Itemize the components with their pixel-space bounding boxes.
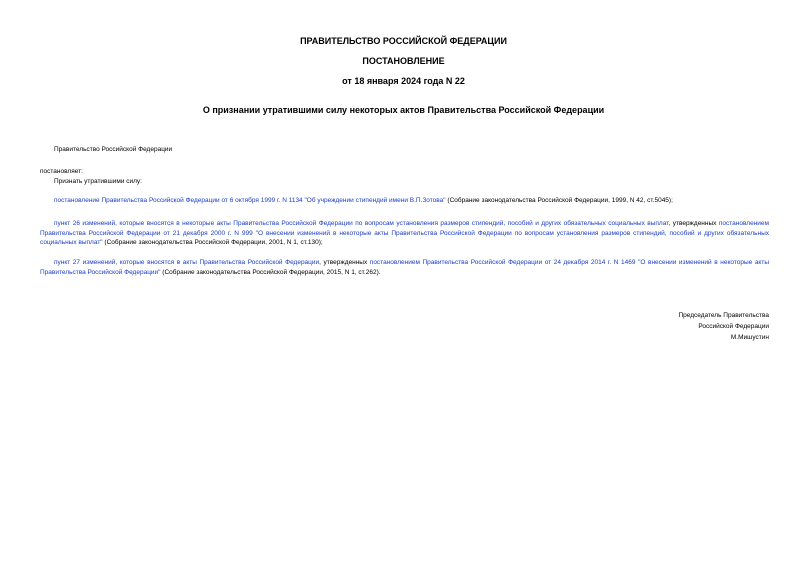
legal-act-link[interactable]: пункт 27 изменений, которые вносятся в акты Правительства Российской Федерации — [54, 259, 320, 266]
signature-block — [678, 310, 769, 343]
legal-act-link[interactable]: пункт 26 изменений, которые вносятся в некоторые акты Правительства Российской Федерации по вопросам установления размеров стипендий, пособий и других обязательных социальных выплат — [54, 220, 669, 227]
source-citation: (Собрание законодательства Российской Федерации, 2015, N 1, ст.262). — [160, 268, 381, 276]
signatory-organization: Российской Федерации — [698, 323, 769, 330]
government-paragraph: Правительство Российской Федерации — [54, 146, 173, 153]
legal-act-link[interactable]: постановление Правительства Российской Федерации от 6 октября 1999 г. N 1134 "Об учреждении стипендий имени В.П.Зотова" — [54, 197, 446, 204]
connector-text: , утвержденных — [668, 220, 719, 227]
recognize-paragraph: Признать утратившими силу: — [54, 178, 142, 185]
resolves-paragraph: постановляет: — [40, 168, 83, 175]
source-citation: (Собрание законодательства Российской Федерации, 1999, N 42, ст.5045); — [445, 197, 673, 204]
list-item — [40, 196, 769, 206]
legal-act-link[interactable]: постановлением Правительства Российской Федерации от 24 декабря 2014 г. N 1469 "О внесении изменений в некоторые акты Правительства Российской Федерации" — [40, 259, 769, 276]
source-citation: (Собрание законодательства Российской Федерации, 2001, N 1, ст.130); — [102, 239, 323, 247]
list-item — [40, 219, 769, 248]
connector-text: , утвержденных — [319, 259, 370, 266]
list-item — [40, 258, 769, 277]
document-type-heading: ПОСТАНОВЛЕНИЕ — [362, 56, 445, 66]
organization-heading: ПРАВИТЕЛЬСТВО РОССИЙСКОЙ ФЕДЕРАЦИИ — [300, 36, 507, 46]
document-title: О признании утратившими силу некоторых актов Правительства Российской Федерации — [202, 105, 605, 115]
signatory-name: М.Мишустин — [730, 334, 769, 341]
signatory-title: Председатель Правительства — [678, 312, 769, 319]
date-number-heading: от 18 января 2024 года N 22 — [342, 76, 465, 86]
legal-act-link[interactable]: постановлением Правительства Российской Федерации от 21 декабря 2000 г. N 999 "О внесении изменений в некоторые акты Правительства Российской Федерации по вопросам установления размеров стипендий, пособий и других обязательных социальных выплат" — [40, 220, 769, 247]
